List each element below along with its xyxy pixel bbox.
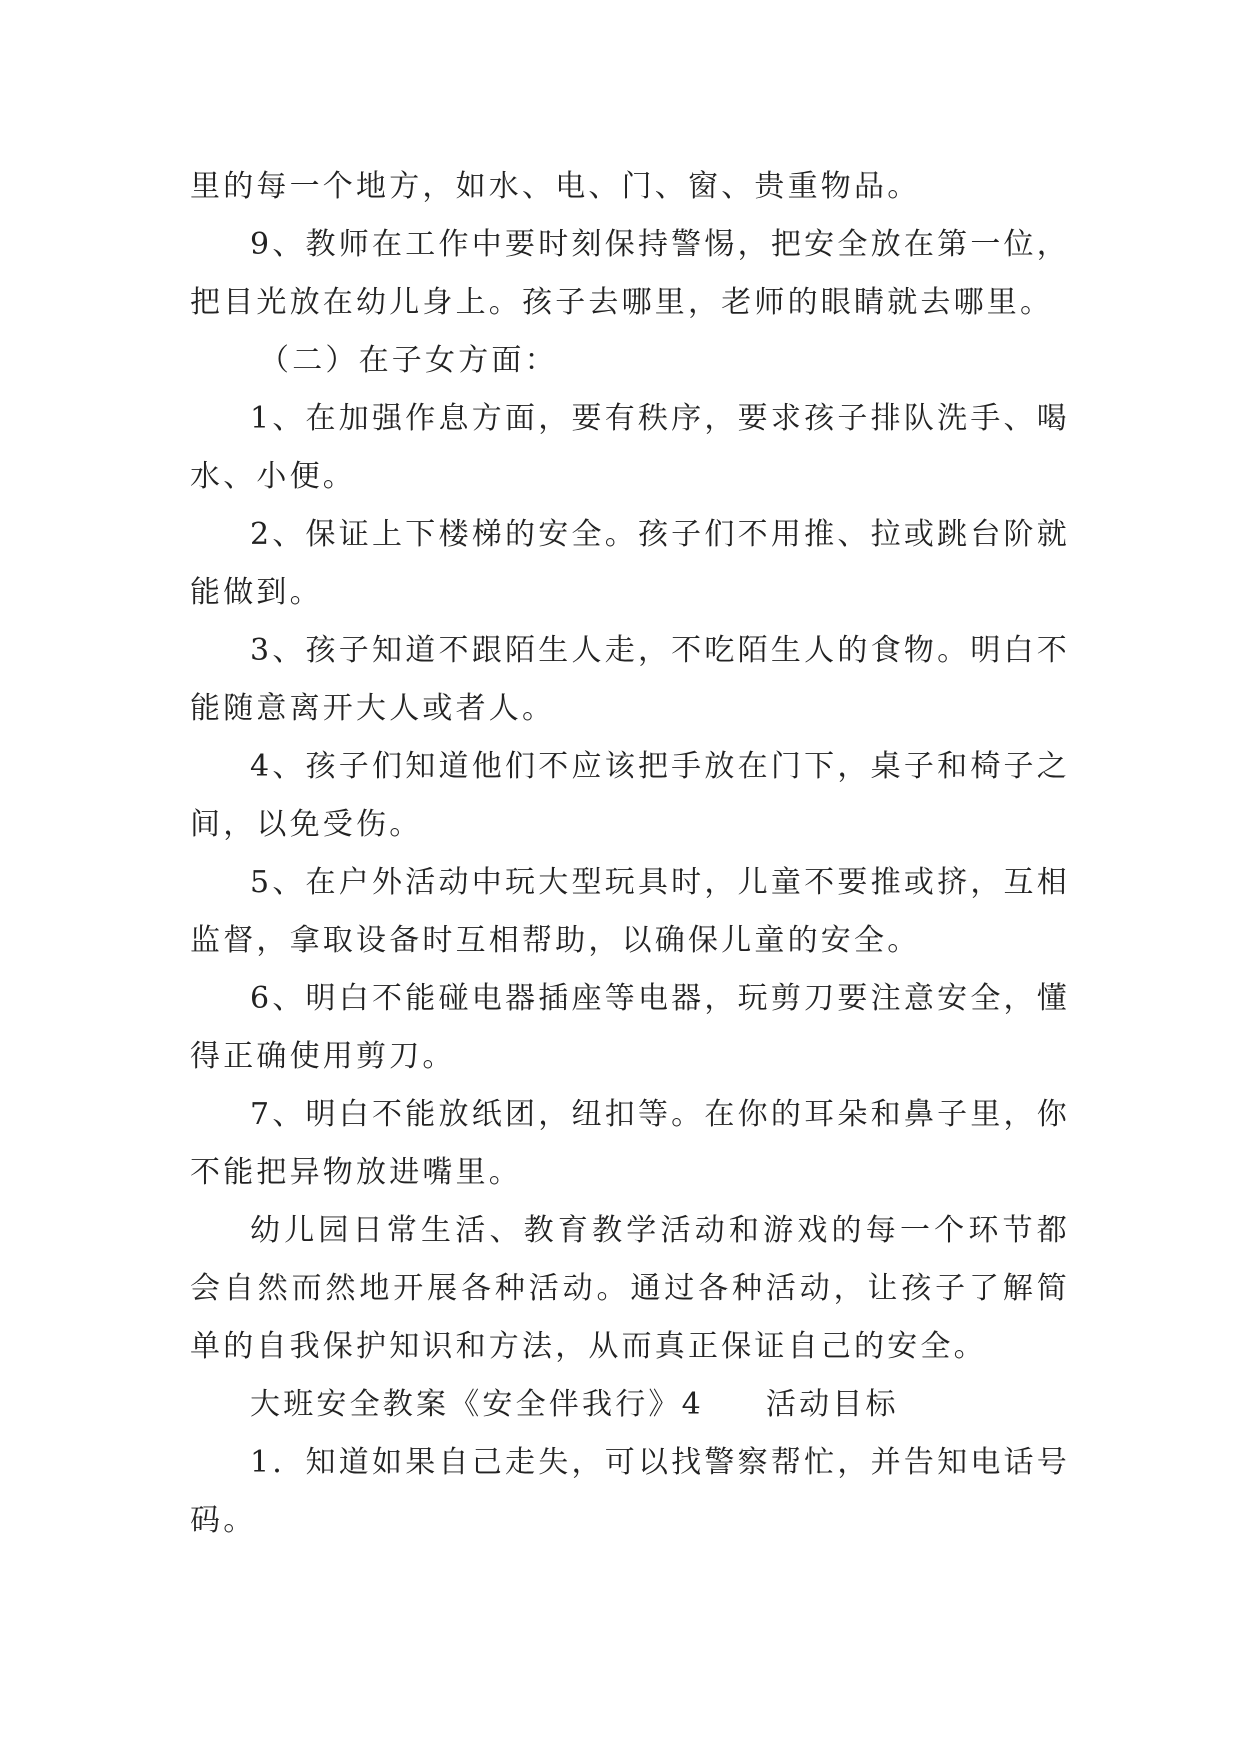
paragraph-item-9: 9、教师在工作中要时刻保持警惕，把安全放在第一位，把目光放在幼儿身上。孩子去哪里，老师的眼睛就去哪里。 <box>190 227 1070 320</box>
paragraph-item-2: 2、保证上下楼梯的安全。孩子们不用推、拉或跳台阶就能做到。 <box>190 517 1070 610</box>
document-body <box>190 158 1070 1550</box>
paragraph-item-3: 3、孩子知道不跟陌生人走，不吃陌生人的食物。明白不能随意离开大人或者人。 <box>190 633 1070 726</box>
paragraph-item-6: 6、明白不能碰电器插座等电器，玩剪刀要注意安全，懂得正确使用剪刀。 <box>190 981 1070 1074</box>
lesson-title: 大班安全教案《安全伴我行》4 <box>250 1387 704 1422</box>
section-heading-children: （二）在子女方面： <box>259 343 558 378</box>
paragraph-item-7: 7、明白不能放纸团，纽扣等。在你的耳朵和鼻子里，你不能把异物放进嘴里。 <box>190 1097 1070 1190</box>
lesson-subtitle: 活动目标 <box>765 1387 899 1422</box>
goal-item-1: 1．知道如果自己走失，可以找警察帮忙，并告知电话号码。 <box>190 1445 1070 1538</box>
paragraph-summary: 幼儿园日常生活、教育教学活动和游戏的每一个环节都会自然而然地开展各种活动。通过各种活动，让孩子了解简单的自我保护知识和方法，从而真正保证自己的安全。 <box>190 1213 1070 1364</box>
paragraph-item-1: 1、在加强作息方面，要有秩序，要求孩子排队洗手、喝水、小便。 <box>190 401 1070 494</box>
paragraph-item-5: 5、在户外活动中玩大型玩具时，儿童不要推或挤，互相监督，拿取设备时互相帮助，以确保儿童的安全。 <box>190 865 1070 958</box>
paragraph-item-4: 4、孩子们知道他们不应该把手放在门下，桌子和椅子之间，以免受伤。 <box>190 749 1070 842</box>
paragraph-continued: 里的每一个地方，如水、电、门、窗、贵重物品。 <box>190 169 921 204</box>
lesson-heading <box>190 1376 1070 1434</box>
